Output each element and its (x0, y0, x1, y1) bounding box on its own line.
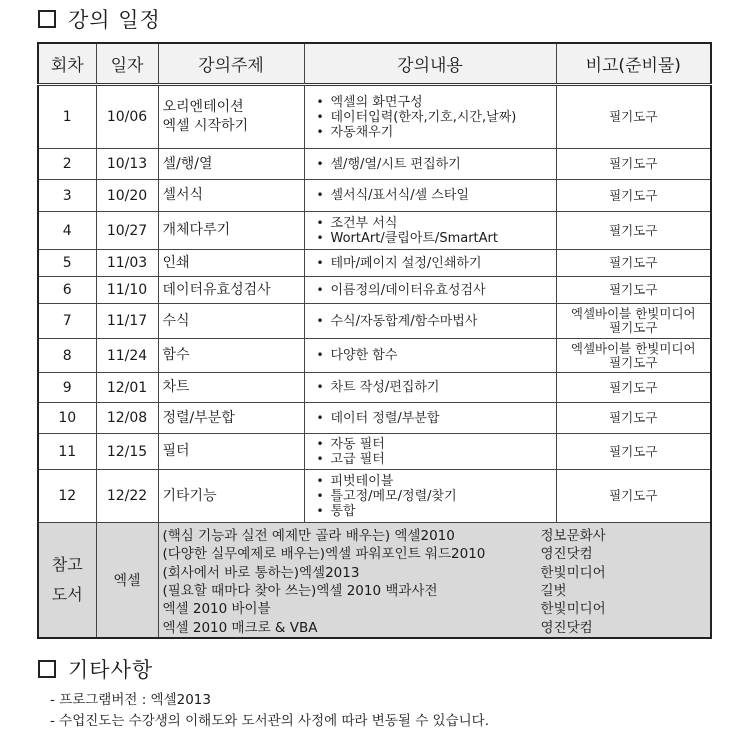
section-title: 기타사항 (68, 658, 154, 682)
content-bullet-list (305, 188, 556, 203)
topic-line: 기타기능 (162, 487, 217, 504)
topic-cell (158, 470, 304, 523)
date-cell: 11/24 (96, 339, 158, 373)
session-number-cell: 1 (38, 85, 96, 149)
header-date: 일자 (96, 43, 158, 85)
note-line: 엑셀바이블 한빛미디어 (570, 306, 696, 321)
note-line: 필기도구 (609, 354, 658, 370)
note-line: 필기도구 (609, 488, 658, 503)
content-bullet-list (305, 283, 556, 298)
section-heading-misc (38, 654, 153, 684)
date-cell: 10/06 (96, 85, 158, 149)
note-line: 필기도구 (609, 255, 658, 270)
content-bullet-item: • 셀서식/표서식/셀 스타일 (317, 188, 556, 203)
header-topic: 강의주제 (158, 43, 304, 85)
topic-cell (158, 373, 304, 403)
book-title: 엑셀 2010 바이블 (162, 601, 271, 618)
session-number-cell: 3 (38, 180, 96, 212)
date-cell: 10/13 (96, 149, 158, 180)
content-cell (304, 434, 556, 470)
header-session: 회차 (38, 43, 96, 85)
date-cell: 11/17 (96, 304, 158, 339)
content-bullet-list (305, 314, 556, 329)
table-row (38, 180, 711, 212)
content-bullet-item: • 수식/자동합계/함수마법사 (317, 314, 556, 329)
content-bullet-list (305, 474, 556, 519)
book-title: 엑셀 2010 매크로 & VBA (162, 619, 318, 636)
content-cell (304, 250, 556, 277)
table-row (38, 277, 711, 304)
content-bullet-item: • WortArt/클립아트/SmartArt (317, 231, 556, 246)
content-bullet-item: • 이름정의/데이터유효성검사 (317, 283, 556, 298)
date-cell: 12/01 (96, 373, 158, 403)
book-title: (필요할 때마다 찾아 쓰는)엑셀 2010 백과사전 (162, 583, 438, 600)
content-cell (304, 85, 556, 149)
content-bullet-item: • 자동 필터 (317, 437, 556, 452)
checkbox-square-icon (38, 660, 56, 678)
book-entry (159, 543, 711, 561)
note-cell (556, 250, 711, 277)
note-line: - 프로그램버전 : 엑셀2013 (50, 692, 211, 708)
date-cell: 10/20 (96, 180, 158, 212)
book-entry (159, 598, 711, 616)
date-cell: 11/10 (96, 277, 158, 304)
date-cell: 12/08 (96, 403, 158, 434)
content-bullet-list (305, 437, 556, 467)
content-cell (304, 339, 556, 373)
topic-line: 데이터유효성검사 (162, 281, 271, 298)
content-bullet-item: • 데이터 정렬/부분합 (317, 411, 556, 426)
content-cell (304, 212, 556, 250)
content-bullet-item: • 차트 작성/편집하기 (317, 380, 556, 395)
note-cell (556, 339, 711, 373)
header-note: 비고(준비물) (556, 43, 711, 85)
note-cell (556, 434, 711, 470)
book-entry (159, 580, 711, 598)
misc-notes (50, 690, 489, 732)
content-bullet-list (305, 411, 556, 426)
topic-line: 차트 (162, 379, 190, 395)
header-content: 강의내용 (304, 43, 556, 85)
note-line: 필기도구 (609, 443, 658, 459)
date-cell: 10/27 (96, 212, 158, 250)
table-row (38, 373, 711, 403)
content-cell (304, 470, 556, 523)
content-bullet-item: • 틀고정/메모/정렬/찾기 (317, 489, 556, 504)
content-bullet-list (305, 348, 556, 363)
topic-line: 함수 (162, 347, 190, 363)
topic-line: 인쇄 (162, 254, 190, 271)
section-heading-schedule (38, 4, 161, 34)
session-number-cell: 4 (38, 212, 96, 250)
note-line: 필기도구 (609, 282, 658, 297)
book-publisher: 길벗 (540, 583, 567, 600)
session-number-cell: 8 (38, 339, 96, 373)
content-cell (304, 180, 556, 212)
content-bullet-item: • 데이터입력(한자,기호,시간,날짜) (317, 110, 556, 125)
table-row (38, 85, 711, 149)
table-row (38, 403, 711, 434)
note-cell (556, 373, 711, 403)
topic-cell (158, 403, 304, 434)
checkbox-square-icon (38, 10, 56, 28)
content-bullet-item: • 테마/페이지 설정/인쇄하기 (317, 256, 556, 271)
note-line: 엑셀바이블 한빛미디어 (570, 340, 696, 356)
content-bullet-list (305, 157, 556, 172)
topic-line: 필터 (162, 443, 190, 459)
reference-books-row (38, 523, 711, 638)
session-number-cell: 2 (38, 149, 96, 180)
session-number-cell: 7 (38, 304, 96, 339)
table-header-row (38, 43, 711, 85)
date-cell: 12/15 (96, 434, 158, 470)
reference-category: 엑셀 (96, 523, 158, 638)
book-entry (159, 525, 711, 543)
topic-line: 오리엔테이션 (162, 99, 244, 115)
content-bullet-item: • 피벗테이블 (317, 474, 556, 489)
topic-cell (158, 304, 304, 339)
book-title: (다양한 실무예제로 배우는)엑셀 파워포인트 워드2010 (162, 546, 486, 563)
date-cell: 12/22 (96, 470, 158, 523)
content-bullet-list (305, 256, 556, 271)
table-row (38, 212, 711, 250)
note-cell (556, 180, 711, 212)
topic-cell (158, 180, 304, 212)
content-cell (304, 373, 556, 403)
note-line: 필기도구 (609, 187, 658, 203)
table-row (38, 434, 711, 470)
session-number-cell: 11 (38, 434, 96, 470)
topic-cell (158, 212, 304, 250)
table-row (38, 149, 711, 180)
content-bullet-item: • 다양한 함수 (317, 348, 556, 363)
topic-line: 수식 (162, 312, 190, 329)
schedule-table (37, 42, 712, 639)
content-bullet-item: • 통합 (317, 504, 556, 519)
table-row (38, 470, 711, 523)
note-cell (556, 85, 711, 149)
note-line: 필기도구 (609, 320, 658, 335)
note-cell (556, 212, 711, 250)
topic-cell (158, 85, 304, 149)
book-publisher: 정보문화사 (540, 528, 606, 545)
reference-book-list (158, 523, 711, 638)
note-cell (556, 277, 711, 304)
content-bullet-item: • 자동채우기 (317, 125, 556, 140)
note-line: - 수업진도는 수강생의 이해도와 도서관의 사정에 따라 변동될 수 있습니다. (50, 713, 490, 729)
note-cell (556, 403, 711, 434)
session-number-cell: 6 (38, 277, 96, 304)
book-publisher: 한빛미디어 (540, 564, 606, 581)
book-publisher: 한빛미디어 (540, 601, 606, 618)
note-cell (556, 149, 711, 180)
topic-cell (158, 339, 304, 373)
session-number-cell: 9 (38, 373, 96, 403)
book-publisher: 영진닷컴 (540, 619, 593, 636)
content-bullet-item: • 엑셀의 화면구성 (317, 95, 556, 110)
note-cell (556, 470, 711, 523)
section-title: 강의 일정 (68, 8, 161, 32)
session-number-cell: 12 (38, 470, 96, 523)
topic-cell (158, 149, 304, 180)
session-number-cell: 10 (38, 403, 96, 434)
note-line: 필기도구 (609, 156, 658, 171)
book-entry (159, 562, 711, 580)
topic-line: 정렬/부분합 (162, 409, 235, 426)
reference-label: 참고 도서 (38, 523, 96, 638)
content-cell (304, 304, 556, 339)
book-title: (회사에서 바로 통하는)엑셀2013 (162, 564, 360, 581)
topic-line: 셀/행/열 (162, 155, 213, 172)
note-line: 필기도구 (609, 410, 658, 425)
book-title: (핵심 기능과 실전 예제만 골라 배우는) 엑셀2010 (162, 528, 455, 545)
note-line: 필기도구 (609, 222, 658, 238)
content-bullet-item: • 셀/행/열/시트 편집하기 (317, 157, 556, 172)
topic-cell (158, 250, 304, 277)
content-bullet-list (305, 216, 556, 246)
date-cell: 11/03 (96, 250, 158, 277)
table-row (38, 304, 711, 339)
note-cell (556, 304, 711, 339)
content-cell (304, 149, 556, 180)
note-line: 필기도구 (609, 379, 658, 395)
content-cell (304, 277, 556, 304)
book-publisher: 영진닷컴 (540, 546, 593, 563)
topic-line: 엑셀 시작하기 (162, 118, 249, 134)
topic-cell (158, 277, 304, 304)
table-row (38, 250, 711, 277)
content-bullet-item: • 조건부 서식 (317, 216, 556, 231)
content-cell (304, 403, 556, 434)
content-bullet-list (305, 380, 556, 395)
content-bullet-item: • 고급 필터 (317, 452, 556, 467)
topic-cell (158, 434, 304, 470)
table-row (38, 339, 711, 373)
content-bullet-list (305, 95, 556, 140)
note-line: 필기도구 (609, 109, 658, 124)
topic-line: 셀서식 (162, 187, 204, 203)
session-number-cell: 5 (38, 250, 96, 277)
topic-line: 개체다루기 (162, 222, 231, 238)
book-entry (159, 616, 711, 634)
